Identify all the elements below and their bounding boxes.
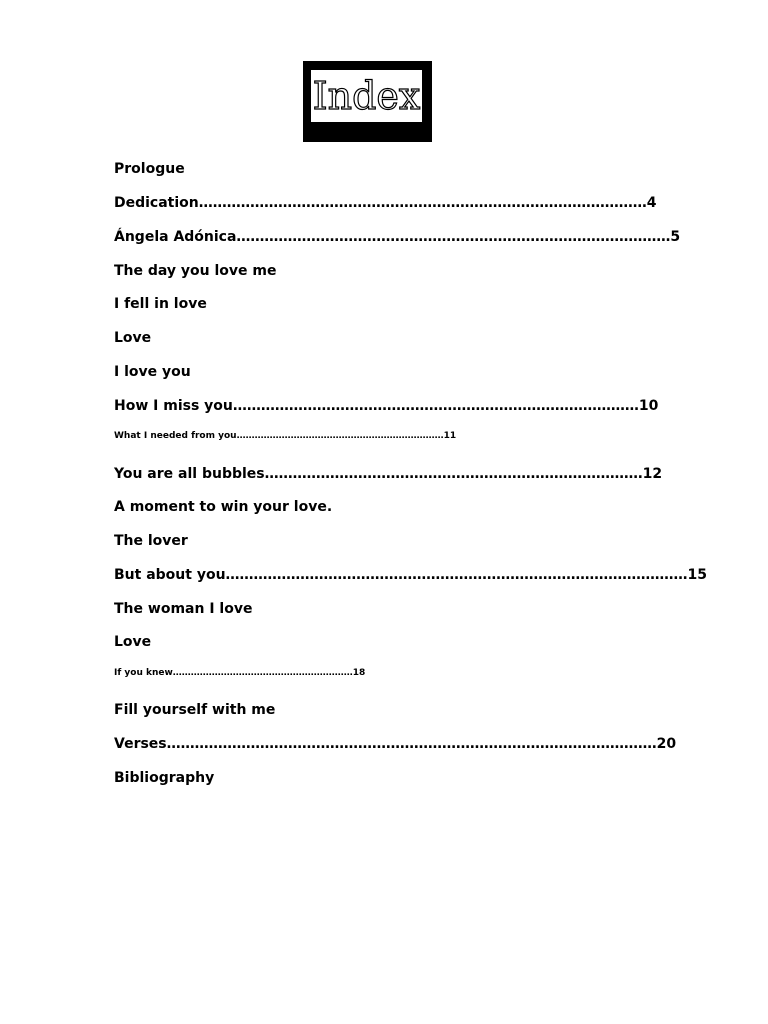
toc-entry-a-moment-to-win-your-love: A moment to win your love. [114, 499, 333, 515]
toc-entry-verses: Verses……………………………………………………………………………………………20 [114, 736, 677, 752]
toc-entry-i-fell-in-love: I fell in love [114, 296, 207, 312]
toc-entry-if-you-knew: If you knew……………………………………………………18 [114, 668, 366, 678]
toc-entry-how-i-miss-you: How I miss you……………………………………………………………………………10 [114, 398, 659, 414]
toc-entry-love-2: Love [114, 634, 152, 650]
toc-entry-what-i-needed-from-you: What I needed from you……………………………………………………………11 [114, 431, 457, 441]
toc-entry-love: Love [114, 330, 152, 346]
toc-entry-the-day-you-love-me: The day you love me [114, 263, 277, 279]
page-title: Index [312, 74, 421, 118]
toc-entry-prologue: Prologue [114, 161, 185, 177]
toc-entry-bibliography: Bibliography [114, 770, 215, 786]
index-title-panel [311, 70, 422, 122]
index-title-frame [303, 61, 432, 142]
toc-entry-the-woman-i-love: The woman I love [114, 601, 253, 617]
toc-entry-the-lover: The lover [114, 533, 188, 549]
toc-entry-fill-yourself-with-me: Fill yourself with me [114, 702, 276, 718]
toc-entry-i-love-you: I love you [114, 364, 191, 380]
toc-entry-angela-adonica: Ángela Adónica…………………………………………………………………………………5 [114, 229, 681, 245]
toc-entry-you-are-all-bubbles: You are all bubbles………………………………………………………………………12 [114, 466, 663, 482]
toc-entry-but-about-you: But about you………………………………………………………………………………………15 [114, 567, 708, 583]
toc-entry-dedication: Dedication……………………………………………………………………………………4 [114, 195, 657, 211]
